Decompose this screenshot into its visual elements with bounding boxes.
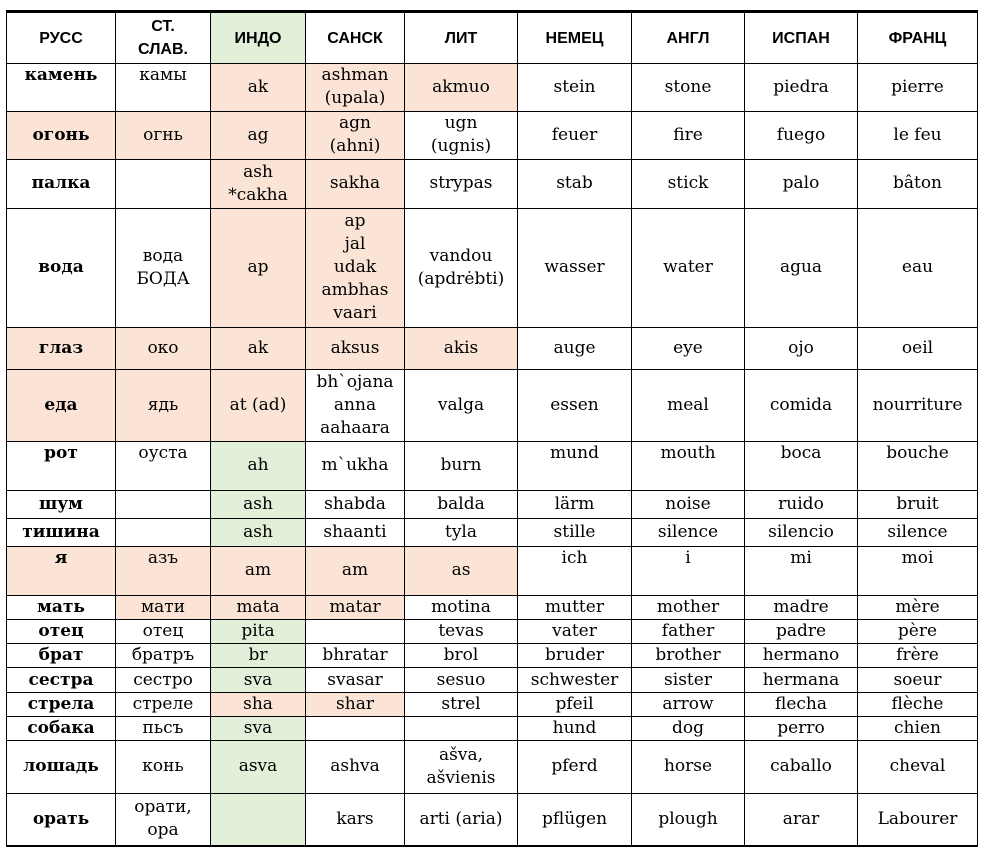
cell-nemec: schwester	[518, 668, 632, 692]
cell-st-slav: конь	[116, 741, 211, 794]
cell-lit: vandou (apdrėbti)	[405, 208, 518, 327]
cell-lit: strypas	[405, 160, 518, 209]
cell-st-slav	[116, 518, 211, 546]
cell-russ: тишина	[7, 518, 116, 546]
cell-indo: sva	[211, 668, 306, 692]
cell-angl: horse	[632, 741, 745, 794]
cell-indo: ak	[211, 327, 306, 369]
cell-russ: я	[7, 547, 116, 596]
cell-ispan: piedra	[745, 64, 858, 112]
cell-franc: eau	[858, 208, 978, 327]
cell-lit: brol	[405, 644, 518, 668]
cell-indo: pita	[211, 619, 306, 643]
cell-nemec: stille	[518, 518, 632, 546]
cell-angl: meal	[632, 370, 745, 442]
cell-st-slav: сестро	[116, 668, 211, 692]
cell-ispan: caballo	[745, 741, 858, 794]
table-row	[7, 547, 978, 596]
cell-indo: ah	[211, 442, 306, 491]
cell-angl: father	[632, 619, 745, 643]
cell-angl: plough	[632, 793, 745, 846]
cell-russ: огонь	[7, 111, 116, 160]
cell-nemec: pflügen	[518, 793, 632, 846]
cell-st-slav: братръ	[116, 644, 211, 668]
cell-st-slav: орати, ора	[116, 793, 211, 846]
cell-russ: сестра	[7, 668, 116, 692]
table-row	[7, 793, 978, 846]
header-row	[7, 12, 978, 64]
cell-lit: burn	[405, 442, 518, 491]
column-header-angl: АНГЛ	[632, 12, 745, 64]
cell-indo: sva	[211, 716, 306, 740]
cell-nemec: auge	[518, 327, 632, 369]
cell-nemec: stein	[518, 64, 632, 112]
cell-indo: asva	[211, 741, 306, 794]
cell-angl: noise	[632, 490, 745, 518]
cell-st-slav: азъ	[116, 547, 211, 596]
cell-sansk: agn (ahni)	[306, 111, 405, 160]
cell-nemec: stab	[518, 160, 632, 209]
cell-sansk: bh`ojana anna aahaara	[306, 370, 405, 442]
cell-sansk: shar	[306, 692, 405, 716]
cell-russ: вода	[7, 208, 116, 327]
cell-st-slav: око	[116, 327, 211, 369]
cell-russ: собака	[7, 716, 116, 740]
column-header-russ: РУСС	[7, 12, 116, 64]
cell-ispan: agua	[745, 208, 858, 327]
cell-franc: bruit	[858, 490, 978, 518]
cell-franc: moi	[858, 547, 978, 596]
cell-franc: flèche	[858, 692, 978, 716]
cell-russ: орать	[7, 793, 116, 846]
cell-nemec: mund	[518, 442, 632, 491]
cell-angl: mother	[632, 595, 745, 619]
cell-lit: balda	[405, 490, 518, 518]
cell-ispan: flecha	[745, 692, 858, 716]
cell-sansk	[306, 619, 405, 643]
cell-ispan: mi	[745, 547, 858, 596]
cell-angl: water	[632, 208, 745, 327]
cell-ispan: madre	[745, 595, 858, 619]
table-row	[7, 490, 978, 518]
cell-sansk: am	[306, 547, 405, 596]
cell-ispan: boca	[745, 442, 858, 491]
table-row	[7, 595, 978, 619]
cell-angl: eye	[632, 327, 745, 369]
cell-russ: рот	[7, 442, 116, 491]
cell-ispan: fuego	[745, 111, 858, 160]
column-header-sansk: САНСК	[306, 12, 405, 64]
cell-lit: tyla	[405, 518, 518, 546]
cell-st-slav	[116, 160, 211, 209]
cell-ispan: silencio	[745, 518, 858, 546]
cell-nemec: feuer	[518, 111, 632, 160]
cell-indo: ag	[211, 111, 306, 160]
table-row	[7, 327, 978, 369]
cell-nemec: vater	[518, 619, 632, 643]
table-row	[7, 692, 978, 716]
cell-franc: pierre	[858, 64, 978, 112]
cell-ispan: ruido	[745, 490, 858, 518]
cell-indo: sha	[211, 692, 306, 716]
cell-st-slav: оуста	[116, 442, 211, 491]
cell-ispan: ojo	[745, 327, 858, 369]
table-row	[7, 619, 978, 643]
cell-lit: as	[405, 547, 518, 596]
cell-sansk: aksus	[306, 327, 405, 369]
cell-ispan: perro	[745, 716, 858, 740]
cell-franc: frère	[858, 644, 978, 668]
table-row	[7, 370, 978, 442]
cell-russ: еда	[7, 370, 116, 442]
cell-angl: silence	[632, 518, 745, 546]
document-page	[6, 10, 977, 847]
cell-nemec: mutter	[518, 595, 632, 619]
cell-st-slav	[116, 490, 211, 518]
cell-franc: bouche	[858, 442, 978, 491]
cell-lit: sesuo	[405, 668, 518, 692]
cell-lit: strel	[405, 692, 518, 716]
cell-indo: ash	[211, 490, 306, 518]
cell-indo: at (ad)	[211, 370, 306, 442]
cell-franc: chien	[858, 716, 978, 740]
table-row	[7, 518, 978, 546]
cell-nemec: lärm	[518, 490, 632, 518]
cell-russ: брат	[7, 644, 116, 668]
cell-st-slav: стреле	[116, 692, 211, 716]
cell-russ: палка	[7, 160, 116, 209]
cell-russ: мать	[7, 595, 116, 619]
cell-russ: лошадь	[7, 741, 116, 794]
cell-indo: am	[211, 547, 306, 596]
cell-angl: stick	[632, 160, 745, 209]
cell-angl: i	[632, 547, 745, 596]
cell-ispan: palo	[745, 160, 858, 209]
cell-nemec: essen	[518, 370, 632, 442]
table-row	[7, 160, 978, 209]
cell-ispan: hermana	[745, 668, 858, 692]
table-row	[7, 644, 978, 668]
cell-nemec: bruder	[518, 644, 632, 668]
cell-angl: fire	[632, 111, 745, 160]
cell-ispan: hermano	[745, 644, 858, 668]
column-header-lit: ЛИТ	[405, 12, 518, 64]
cell-lit: ugn (ugnis)	[405, 111, 518, 160]
word-comparison-table	[6, 10, 978, 847]
column-header-indo: ИНДО	[211, 12, 306, 64]
cell-st-slav: вода БОДА	[116, 208, 211, 327]
table-row	[7, 442, 978, 491]
cell-st-slav: мати	[116, 595, 211, 619]
cell-franc: bâton	[858, 160, 978, 209]
cell-russ: шум	[7, 490, 116, 518]
cell-sansk: svasar	[306, 668, 405, 692]
cell-indo: ash	[211, 518, 306, 546]
cell-angl: sister	[632, 668, 745, 692]
cell-sansk: ashva	[306, 741, 405, 794]
cell-franc: soeur	[858, 668, 978, 692]
cell-ispan: arar	[745, 793, 858, 846]
cell-lit: valga	[405, 370, 518, 442]
cell-st-slav: ядь	[116, 370, 211, 442]
cell-nemec: hund	[518, 716, 632, 740]
cell-ispan: padre	[745, 619, 858, 643]
cell-nemec: wasser	[518, 208, 632, 327]
cell-indo: mata	[211, 595, 306, 619]
cell-angl: arrow	[632, 692, 745, 716]
cell-franc: le feu	[858, 111, 978, 160]
table-row	[7, 716, 978, 740]
cell-nemec: ich	[518, 547, 632, 596]
cell-lit	[405, 716, 518, 740]
cell-indo: ak	[211, 64, 306, 112]
column-header-nemec: НЕМЕЦ	[518, 12, 632, 64]
cell-indo: ap	[211, 208, 306, 327]
cell-sansk: ashman (upala)	[306, 64, 405, 112]
cell-indo: br	[211, 644, 306, 668]
cell-russ: камень	[7, 64, 116, 112]
cell-sansk: bhratar	[306, 644, 405, 668]
cell-angl: dog	[632, 716, 745, 740]
table-row	[7, 111, 978, 160]
cell-franc: cheval	[858, 741, 978, 794]
cell-sansk: sakha	[306, 160, 405, 209]
cell-ispan: comida	[745, 370, 858, 442]
cell-lit: ašva, ašvienis	[405, 741, 518, 794]
table-row	[7, 668, 978, 692]
cell-lit: motina	[405, 595, 518, 619]
cell-franc: oeil	[858, 327, 978, 369]
cell-sansk: m`ukha	[306, 442, 405, 491]
cell-franc: père	[858, 619, 978, 643]
table-row	[7, 64, 978, 112]
cell-franc: Labourer	[858, 793, 978, 846]
cell-st-slav: камы	[116, 64, 211, 112]
cell-sansk: shabda	[306, 490, 405, 518]
table-row	[7, 741, 978, 794]
cell-franc: nourriture	[858, 370, 978, 442]
cell-angl: mouth	[632, 442, 745, 491]
column-header-st-slav: СТ. СЛАВ.	[116, 12, 211, 64]
cell-st-slav: отец	[116, 619, 211, 643]
cell-lit: tevas	[405, 619, 518, 643]
cell-st-slav: пьсъ	[116, 716, 211, 740]
cell-franc: silence	[858, 518, 978, 546]
cell-angl: brother	[632, 644, 745, 668]
cell-franc: mère	[858, 595, 978, 619]
column-header-ispan: ИСПАН	[745, 12, 858, 64]
column-header-franc: ФРАНЦ	[858, 12, 978, 64]
cell-lit: akmuo	[405, 64, 518, 112]
cell-sansk: ap jal udak ambhas vaari	[306, 208, 405, 327]
cell-nemec: pfeil	[518, 692, 632, 716]
cell-angl: stone	[632, 64, 745, 112]
cell-sansk: matar	[306, 595, 405, 619]
cell-lit: arti (aria)	[405, 793, 518, 846]
cell-nemec: pferd	[518, 741, 632, 794]
cell-sansk	[306, 716, 405, 740]
cell-indo: ash *cakha	[211, 160, 306, 209]
cell-russ: глаз	[7, 327, 116, 369]
cell-lit: akis	[405, 327, 518, 369]
cell-st-slav: огнь	[116, 111, 211, 160]
cell-sansk: kars	[306, 793, 405, 846]
cell-indo	[211, 793, 306, 846]
cell-russ: стрела	[7, 692, 116, 716]
cell-sansk: shaanti	[306, 518, 405, 546]
cell-russ: отец	[7, 619, 116, 643]
table-row	[7, 208, 978, 327]
